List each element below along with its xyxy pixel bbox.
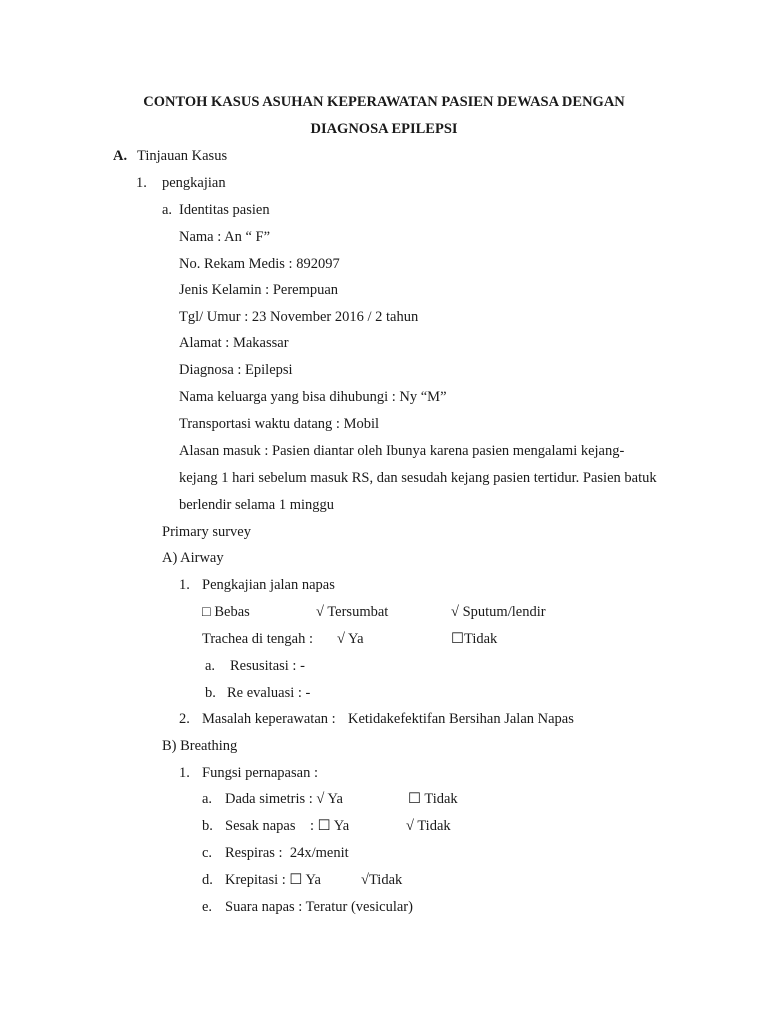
breathing-row-respirasi: Respiras : 24x/menit [225,845,349,861]
airway-item-2-marker: 2. [179,711,190,727]
re-evaluasi-marker: b. [205,685,216,701]
identitas-heading: Identitas pasien [179,202,270,218]
breathing-item-1-marker: 1. [179,765,190,781]
breathing-row-marker: b. [202,818,213,834]
breathing-row-krepitasi-tidak: √Tidak [361,872,403,888]
checkbox-tersumbat: √ Tersumbat [316,604,389,620]
airway-heading: A) Airway [162,550,224,566]
field-keluarga: Nama keluarga yang bisa dihubungi : Ny “M” [179,389,447,405]
checkbox-sputum: √ Sputum/lendir [451,604,546,620]
field-alasan-line-3: berlendir selama 1 minggu [179,497,335,513]
breathing-row-sesak-napas: Sesak napas : ☐ Ya [225,818,350,834]
breathing-row-dada-simetris: Dada simetris : √ Ya [225,791,343,807]
breathing-row-dada-simetris-tidak: ☐ Tidak [408,791,458,807]
trachea-label: Trachea di tengah : [202,631,314,647]
document-title-line-2: DIAGNOSA EPILEPSI [310,121,458,137]
breathing-row-suara-napas: Suara napas : Teratur (vesicular) [225,899,413,915]
field-jenis-kelamin: Jenis Kelamin : Perempuan [179,282,339,298]
field-tgl-umur: Tgl/ Umur : 23 November 2016 / 2 tahun [179,309,419,325]
section-a-marker: A. [113,148,128,164]
section-a-label: Tinjauan Kasus [137,148,228,164]
item-1-label: pengkajian [162,175,226,191]
re-evaluasi: Re evaluasi : - [227,685,311,701]
item-1-marker: 1. [136,175,147,191]
field-alamat: Alamat : Makassar [179,335,289,351]
breathing-row-marker: d. [202,872,213,888]
primary-survey-heading: Primary survey [162,524,251,540]
field-transportasi: Transportasi waktu datang : Mobil [179,416,380,432]
trachea-tidak: ☐Tidak [451,631,498,647]
breathing-item-1-label: Fungsi pernapasan : [202,765,318,781]
field-nama: Nama : An “ F” [179,229,271,245]
resusitasi-marker: a. [205,658,216,674]
airway-item-1-marker: 1. [179,577,190,593]
resusitasi: Resusitasi : - [230,658,305,674]
masalah-keperawatan-value: Ketidakefektifan Bersihan Jalan Napas [348,711,574,727]
field-rekam-medis: No. Rekam Medis : 892097 [179,256,340,272]
checkbox-bebas: □ Bebas [202,604,250,620]
field-diagnosa: Diagnosa : Epilepsi [179,362,293,378]
airway-item-1-label: Pengkajian jalan napas [202,577,335,593]
field-alasan-line-2: kejang 1 hari sebelum masuk RS, dan sesudah kejang pasien tertidur. Pasien batuk [179,470,657,486]
breathing-row-krepitasi: Krepitasi : ☐ Ya [225,872,321,888]
breathing-row-marker: e. [202,899,213,915]
breathing-row-marker: a. [202,791,213,807]
breathing-row-sesak-napas-tidak: √ Tidak [406,818,451,834]
identitas-marker: a. [162,202,173,218]
document-title-line-1: CONTOH KASUS ASUHAN KEPERAWATAN PASIEN DEWASA DENGAN [143,94,625,110]
breathing-heading: B) Breathing [162,738,238,754]
trachea-ya: √ Ya [337,631,364,647]
masalah-keperawatan-label: Masalah keperawatan : [202,711,336,727]
field-alasan-line-1: Alasan masuk : Pasien diantar oleh Ibunya karena pasien mengalami kejang- [179,443,625,459]
breathing-row-marker: c. [202,845,213,861]
